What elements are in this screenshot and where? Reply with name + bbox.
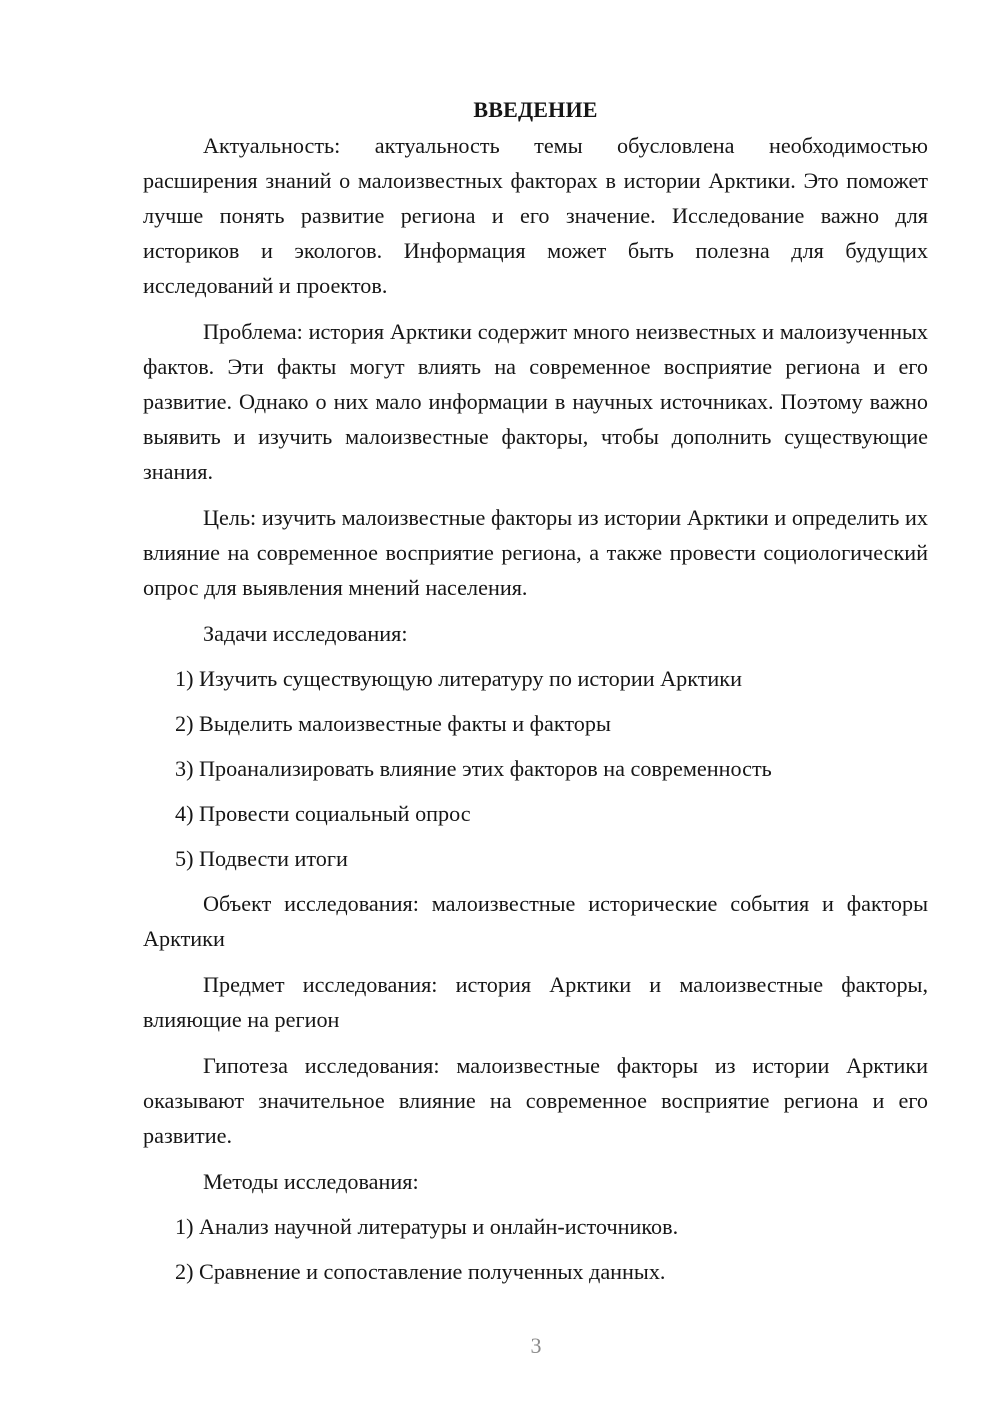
- subject-paragraph: Предмет исследования: история Арктики и малоизвестные факторы, влияющие на регион: [143, 972, 928, 1032]
- method-item: 2) Сравнение и сопоставление полученных данных.: [175, 1259, 666, 1284]
- task-item: 1) Изучить существующую литературу по истории Арктики: [175, 666, 742, 691]
- relevance-paragraph: Актуальность: актуальность темы обусловлена необходимостью расширения знаний о малоизвестных факторах в истории Арктики. Это поможет лучше понять развитие региона и его значение. Исследование важно для историков и экологов. Информация может быть полезна для будущих исследований и проектов.: [143, 133, 928, 298]
- methods-list: [143, 1209, 928, 1289]
- task-item: 2) Выделить малоизвестные факты и факторы: [175, 711, 611, 736]
- task-item: 4) Провести социальный опрос: [175, 801, 471, 826]
- page-number: 3: [530, 1333, 542, 1358]
- tasks-label: Задачи исследования:: [203, 621, 408, 646]
- task-item: 5) Подвести итоги: [175, 846, 348, 871]
- document-page: [143, 92, 928, 1299]
- goal-paragraph: Цель: изучить малоизвестные факторы из истории Арктики и определить их влияние на современное восприятие региона, а также провести социологический опрос для выявления мнений населения.: [143, 505, 928, 600]
- page-heading: ВВЕДЕНИЕ: [473, 97, 598, 122]
- hypothesis-paragraph: Гипотеза исследования: малоизвестные факторы из истории Арктики оказывают значительное влияние на современное восприятие региона и его развитие.: [143, 1053, 928, 1148]
- method-item: 1) Анализ научной литературы и онлайн-источников.: [175, 1214, 679, 1239]
- tasks-list: [143, 661, 928, 876]
- problem-paragraph: Проблема: история Арктики содержит много неизвестных и малоизученных фактов. Эти факты могут влиять на современное восприятие региона и его развитие. Однако о них мало информации в научных источниках. Поэтому важно выявить и изучить малоизвестные факторы, чтобы дополнить существующие знания.: [143, 319, 928, 484]
- object-paragraph: Объект исследования: малоизвестные исторические события и факторы Арктики: [143, 891, 928, 951]
- methods-label: Методы исследования:: [203, 1169, 419, 1194]
- task-item: 3) Проанализировать влияние этих факторов на современность: [175, 756, 772, 781]
